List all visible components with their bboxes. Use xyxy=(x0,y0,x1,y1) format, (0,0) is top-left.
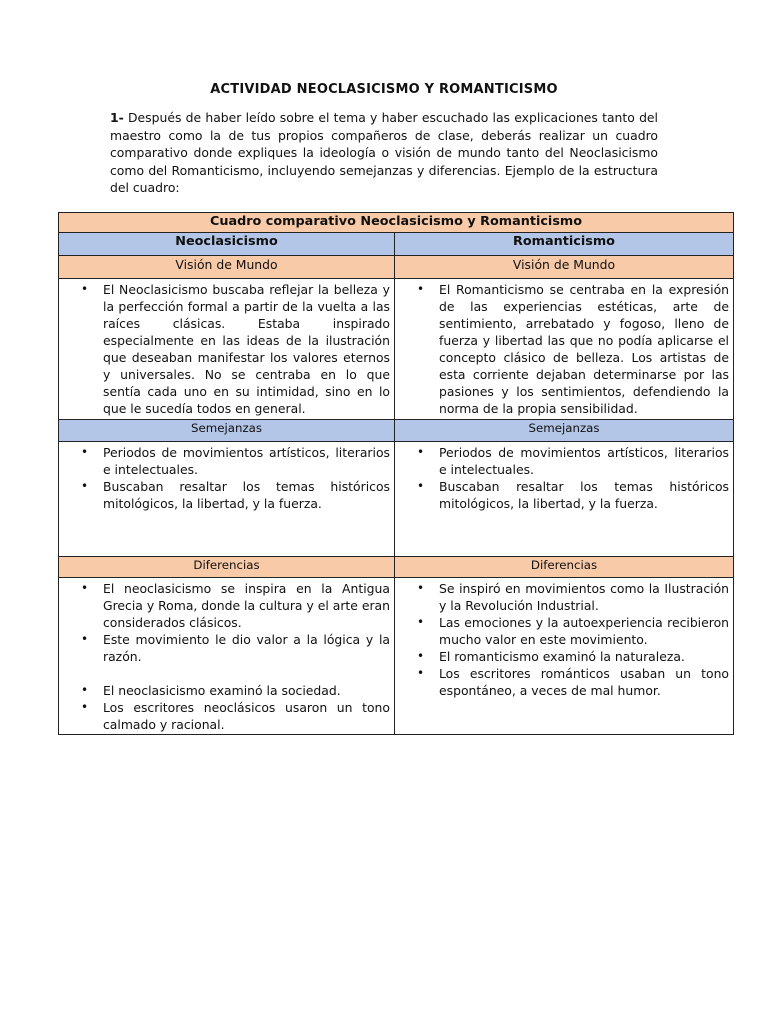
diferencias-cell-romanticismo xyxy=(395,578,734,735)
comparison-table xyxy=(58,212,734,735)
table-title: Cuadro comparativo Neoclasicismo y Romanticismo xyxy=(59,213,734,233)
page-title: ACTIVIDAD NEOCLASICISMO Y ROMANTICISMO xyxy=(210,82,558,97)
intro-paragraph xyxy=(110,109,658,197)
list-item: • Buscaban resaltar los temas históricos mitológicos, la libertad, y la fuerza. xyxy=(399,478,729,512)
list-item: • Periodos de movimientos artísticos, literarios e intelectuales. xyxy=(399,444,729,478)
section-label-semejanzas-left: Semejanzas xyxy=(59,420,395,442)
section-label-vision-right: Visión de Mundo xyxy=(395,256,734,279)
list-item: • El neoclasicismo examinó la sociedad. xyxy=(63,682,390,699)
list-item: • Buscaban resaltar los temas históricos mitológicos, la libertad, y la fuerza. xyxy=(63,478,390,512)
intro-number: 1- xyxy=(110,110,124,125)
list-item: • Periodos de movimientos artísticos, literarios e intelectuales. xyxy=(63,444,390,478)
diferencias-cell-neoclasicismo xyxy=(59,578,395,735)
column-header-neoclasicismo: Neoclasicismo xyxy=(59,233,395,256)
list-item: • Este movimiento le dio valor a la lógica y la razón. xyxy=(63,631,390,665)
vision-cell-neoclasicismo xyxy=(59,279,395,420)
list-item: • El Neoclasicismo buscaba reflejar la belleza y la perfección formal a partir de la vuelta a las raíces clásicas. Estaba inspirado especialmente en las ideas de la ilustración que deseaban manifestar los valores eternos y universales. No se centraba en lo que sentía cada uno en su intimidad, sino en lo que le sucedía todos en general. xyxy=(63,281,390,417)
section-label-diferencias-left: Diferencias xyxy=(59,557,395,578)
list-item: • Los escritores románticos usaban un tono espontáneo, a veces de mal humor. xyxy=(399,665,729,699)
section-label-semejanzas-right: Semejanzas xyxy=(395,420,734,442)
semejanzas-cell-neoclasicismo xyxy=(59,442,395,557)
intro-text: Después de haber leído sobre el tema y haber escuchado las explicaciones tanto del maestro como la de tus propios compañeros de clase, deberás realizar un cuadro comparativo donde expliques la ideología o visión de mundo tanto del Neoclasicismo como del Romanticismo, incluyendo semejanzas y diferencias. Ejemplo de la estructura del cuadro: xyxy=(110,110,658,196)
section-label-diferencias-right: Diferencias xyxy=(395,557,734,578)
list-item: • Las emociones y la autoexperiencia recibieron mucho valor en este movimiento. xyxy=(399,614,729,648)
section-label-vision-left: Visión de Mundo xyxy=(59,256,395,279)
semejanzas-cell-romanticismo xyxy=(395,442,734,557)
list-item: • El neoclasicismo se inspira en la Antigua Grecia y Roma, donde la cultura y el arte eran considerados clásicos. xyxy=(63,580,390,631)
column-header-romanticismo: Romanticismo xyxy=(395,233,734,256)
list-item: • Los escritores neoclásicos usaron un tono calmado y racional. xyxy=(63,699,390,733)
list-item: • El Romanticismo se centraba en la expresión de las experiencias estéticas, arte de sentimiento, arrebatado y fogoso, lleno de fuerza y libertad las que no podía aplicarse el concepto clásico de belleza. Los artistas de esta corriente dejaban determinarse por las pasiones y los sentimientos, defendiendo la norma de la propia sensibilidad. xyxy=(399,281,729,417)
vision-cell-romanticismo xyxy=(395,279,734,420)
list-item: • Se inspiró en movimientos como la Ilustración y la Revolución Industrial. xyxy=(399,580,729,614)
list-item: • El romanticismo examinó la naturaleza. xyxy=(399,648,729,665)
